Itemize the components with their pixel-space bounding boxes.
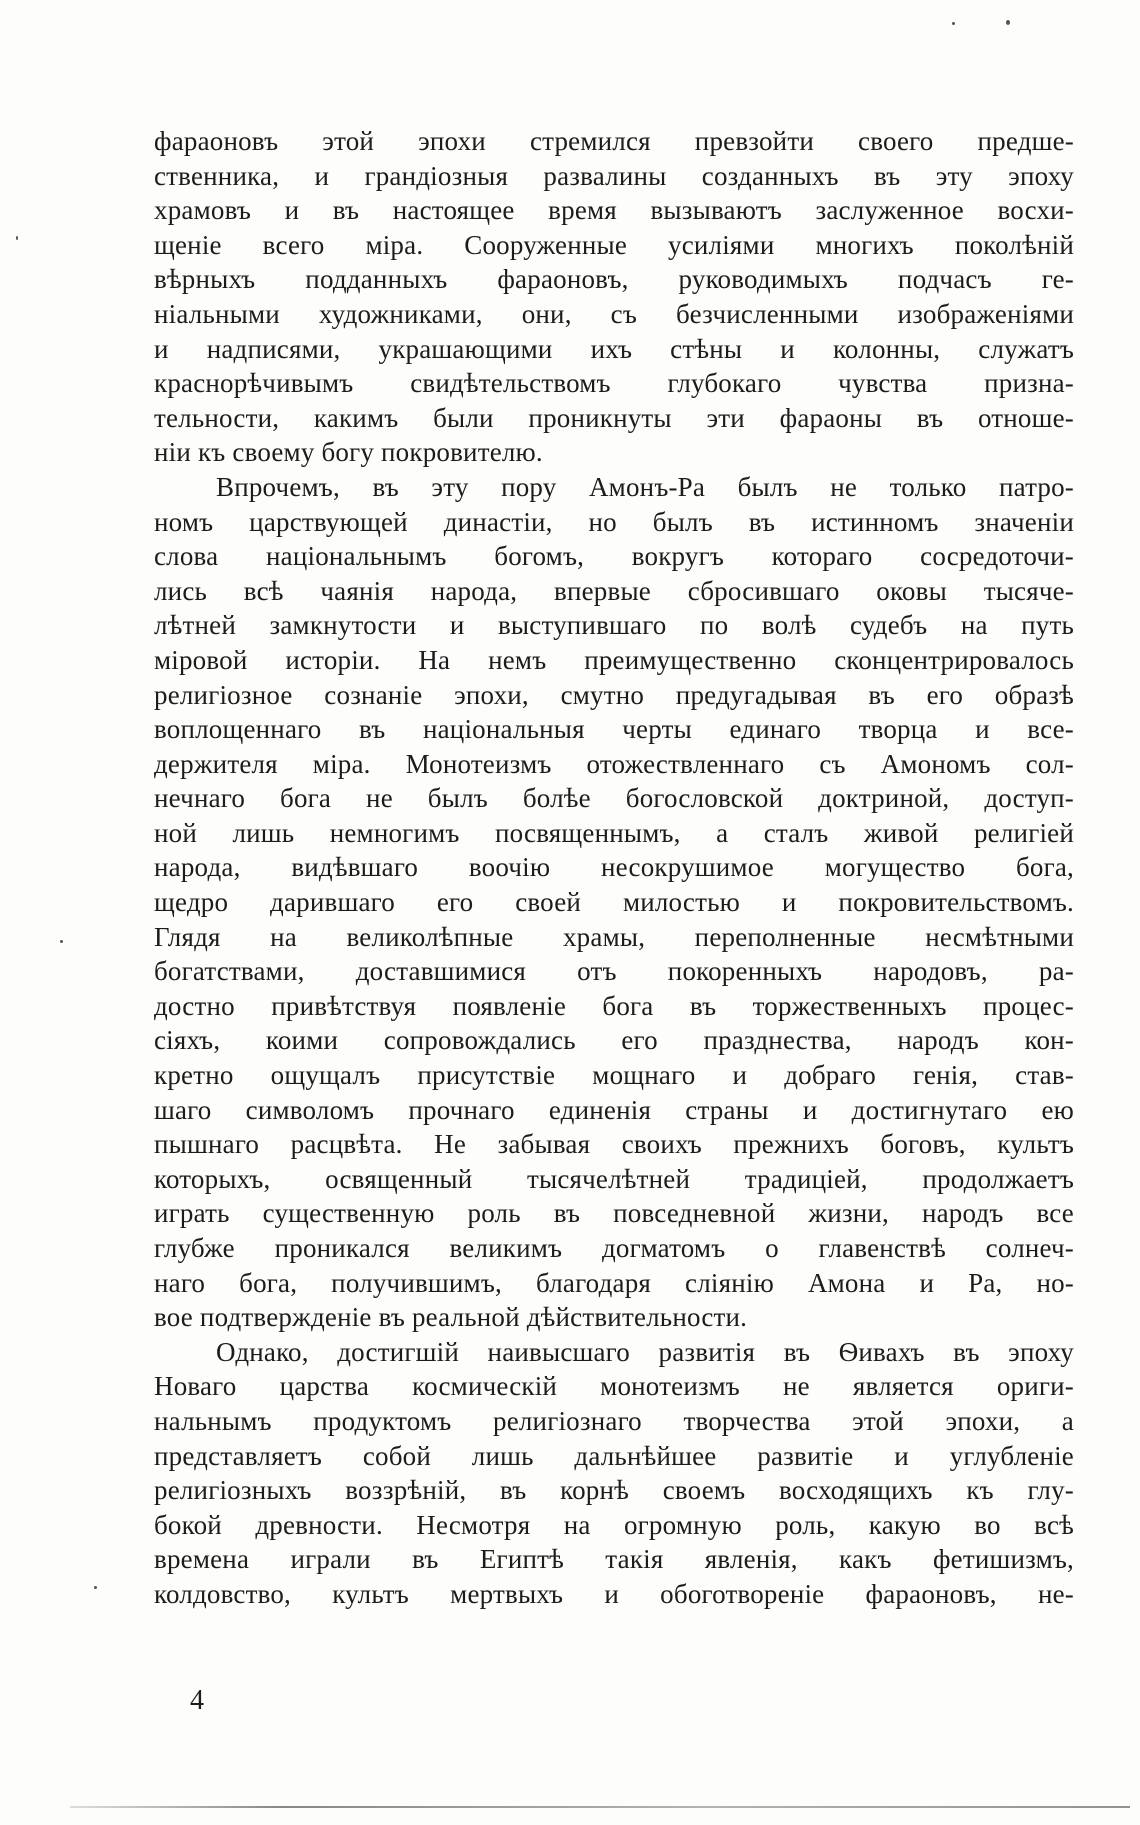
text-line: ніи къ своему богу покровителю. [154, 437, 543, 468]
text-line: сіяхъ, коими сопровождались его празднества, народъ кон- [154, 1025, 1074, 1056]
scan-speck [60, 940, 63, 943]
text-line: держителя міра. Монотеизмъ отожествленнаго съ Амономъ сол- [154, 748, 1074, 779]
scan-edge-line [70, 1806, 1130, 1808]
text-line: нальнымъ продуктомъ религіознаго творчества этой эпохи, а [154, 1405, 1074, 1436]
text-line: наго бога, получившимъ, благодаря сліянію Амона и Ра, но- [154, 1267, 1074, 1298]
scan-speck [1006, 20, 1010, 25]
text-line: религіозное сознаніе эпохи, смутно предугадывая въ его образѣ [154, 679, 1074, 710]
text-line: ной лишь немногимъ посвященнымъ, а сталъ живой религіей [154, 817, 1074, 848]
text-line: вѣрныхъ подданныхъ фараоновъ, руководимыхъ подчасъ ге- [154, 264, 1074, 295]
text-line: играть существенную роль въ повседневной жизни, народъ все [154, 1198, 1074, 1229]
text-line: Впрочемъ, въ эту пору Амонъ-Ра былъ не только патро- [216, 471, 1074, 502]
text-line: храмовъ и въ настоящее время вызываютъ заслуженное восхи- [154, 195, 1074, 226]
text-line: которыхъ, освященный тысячелѣтней традиціей, продолжаетъ [154, 1163, 1074, 1194]
scan-speck [952, 22, 955, 25]
text-line: Новаго царства космическій монотеизмъ не является ориги- [154, 1371, 1074, 1402]
text-line: кретно ощущалъ присутствіе мощнаго и добраго генія, став- [154, 1060, 1074, 1091]
text-line: ственника, и грандіозныя развалины созданныхъ въ эту эпоху [154, 160, 1074, 191]
body-text [154, 124, 1074, 1612]
scan-speck [94, 1586, 97, 1589]
text-line: глубже проникался великимъ догматомъ о главенствѣ солнеч- [154, 1233, 1074, 1263]
text-line: бокой древности. Несмотря на огромную роль, какую во всѣ [154, 1509, 1074, 1540]
text-line: религіозныхъ воззрѣній, въ корнѣ своемъ восходящихъ къ глу- [154, 1475, 1074, 1506]
text-line: номъ царствующей династіи, но былъ въ истинномъ значеніи [154, 506, 1074, 537]
text-line: достно привѣтствуя появленіе бога въ торжественныхъ процес- [154, 990, 1074, 1021]
scan-speck [16, 236, 18, 240]
text-line: Глядя на великолѣпные храмы, переполненные несмѣтными [154, 921, 1074, 952]
text-line: богатствами, доставшимися отъ покоренныхъ народовъ, ра- [154, 956, 1074, 987]
text-line: фараоновъ этой эпохи стремился превзойти своего предше- [154, 126, 1074, 156]
text-line: щедро дарившаго его своей милостью и покровительствомъ. [154, 887, 1074, 918]
text-line: лѣтней замкнутости и выступившаго по волѣ судебъ на путь [154, 610, 1074, 641]
text-line: колдовство, культъ мертвыхъ и обоготвореніе фараоновъ, не- [154, 1578, 1074, 1609]
text-line: тельности, какимъ были проникнуты эти фараоны въ отноше- [154, 402, 1074, 433]
text-line: времена играли въ Египтѣ такія явленія, какъ фетишизмъ, [154, 1544, 1074, 1575]
text-line: краснорѣчивымъ свидѣтельствомъ глубокаго чувства призна- [154, 368, 1074, 399]
text-line: щеніе всего міра. Сооруженные усиліями многихъ поколѣній [154, 229, 1074, 260]
text-line: ніальными художниками, они, съ безчисленными изображеніями [154, 298, 1074, 329]
text-line: лись всѣ чаянія народа, впервые сбросившаго оковы тысяче- [154, 575, 1074, 606]
text-line: воплощеннаго въ національныя черты единаго творца и все- [154, 714, 1074, 745]
text-line: представляетъ собой лишь дальнѣйшее развитіе и углубленіе [154, 1440, 1074, 1471]
text-line: нечнаго бога не былъ болѣе богословской доктриной, доступ- [154, 783, 1074, 814]
text-line: Однако, достигшій наивысшаго развитія въ Ѳивахъ въ эпоху [216, 1336, 1074, 1367]
page-number: 4 [190, 1685, 204, 1716]
text-line: народа, видѣвшаго воочію несокрушимое могущество бога, [154, 852, 1074, 883]
text-line: міровой исторіи. На немъ преимущественно сконцентрировалось [154, 644, 1074, 675]
text-line: вое подтвержденіе въ реальной дѣйствительности. [154, 1302, 748, 1333]
text-line: пышнаго расцвѣта. Не забывая своихъ прежнихъ боговъ, культъ [154, 1129, 1074, 1160]
text-line: и надписями, украшающими ихъ стѣны и колонны, служатъ [154, 333, 1074, 364]
text-line: слова національнымъ богомъ, вокругъ котораго сосредоточи- [154, 541, 1074, 572]
text-line: шаго символомъ прочнаго единенія страны и достигнутаго ею [154, 1094, 1074, 1125]
